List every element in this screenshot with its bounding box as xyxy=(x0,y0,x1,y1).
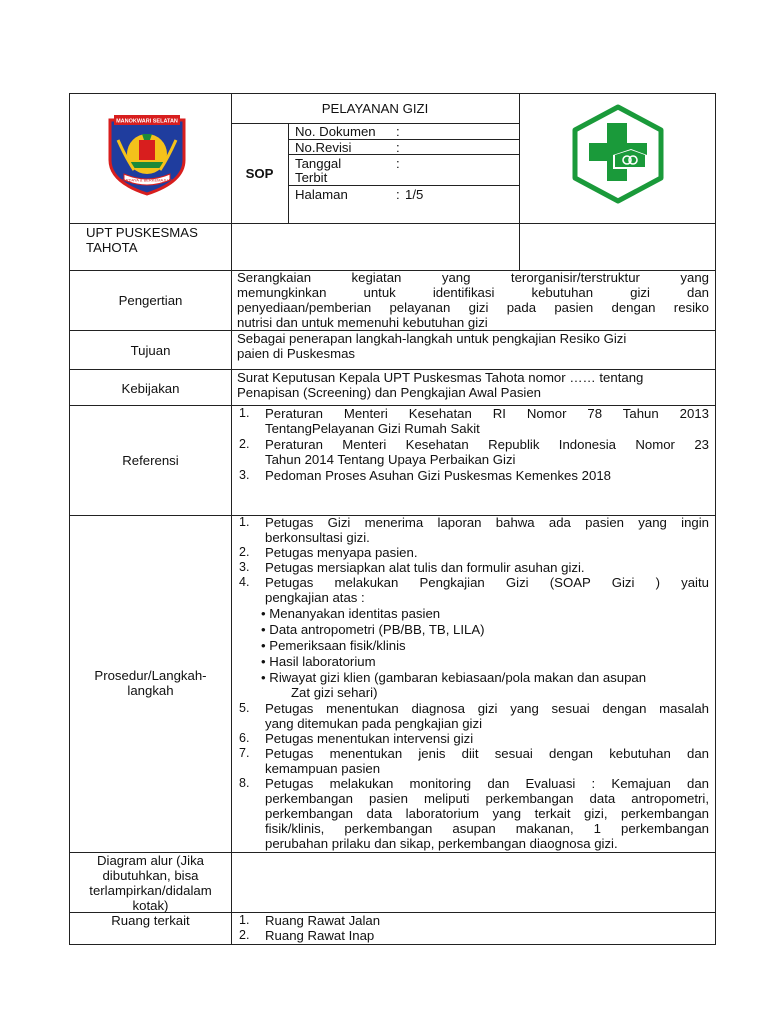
prosedur-label-line-1: Prosedur/Langkah- xyxy=(94,668,207,683)
diagram-label-line: terlampirkan/didalam xyxy=(89,883,212,898)
col-divider-label xyxy=(231,93,232,945)
emblem-motto-text: BERDAYA & BERKEMAJUAN xyxy=(120,177,174,183)
kebijakan-line: Penapisan (Screening) dan Pengkajian Awal Pasien xyxy=(237,385,542,400)
list-item xyxy=(239,913,709,928)
meta-page-label: Halaman xyxy=(295,187,348,202)
list-text: Petugas melakukan Pengkajian Gizi (SOAP Gizi ) yaitu xyxy=(265,575,709,590)
list-text: Petugas menentukan diagnosa gizi yang sesuai dengan masalah xyxy=(265,701,709,716)
list-text: kemampuan pasien xyxy=(265,761,381,776)
list-number: 4. xyxy=(239,575,250,589)
list-text: perkembangan data laboratorium yang terkait gizi, perkembangan xyxy=(265,806,709,821)
list-item xyxy=(239,560,709,575)
pengertian-line: Serangkaian kegiatan yang terorganisir/terstruktur yang xyxy=(237,270,709,285)
kebijakan-text xyxy=(237,370,709,400)
col-divider-sop xyxy=(288,123,289,223)
bullet-text xyxy=(261,654,709,669)
diagram-label-line: Diagram alur (Jika xyxy=(97,853,204,868)
bullet-text: Zat gizi sehari) xyxy=(291,685,378,700)
list-number: 3. xyxy=(239,468,250,482)
list-number: 6. xyxy=(239,731,250,745)
list-text: Petugas melakukan monitoring dan Evaluasi : Kemajuan dan xyxy=(265,776,709,791)
outer-border-top xyxy=(69,93,716,94)
row-divider-header xyxy=(69,223,716,224)
list-text: Petugas mersiapkan alat tulis dan formulir asuhan gizi. xyxy=(265,560,585,575)
kebijakan-line: Surat Keputusan Kepala UPT Puskesmas Tahota nomor …… tentang xyxy=(237,370,644,385)
bullet-text xyxy=(261,670,709,685)
list-item-cont xyxy=(239,821,709,836)
list-item xyxy=(239,406,709,421)
list-text: Ruang Rawat Inap xyxy=(265,928,375,943)
meta-doc-number-sep: : xyxy=(396,124,400,139)
bullet-item xyxy=(239,638,709,654)
tujuan-line: paien di Puskesmas xyxy=(237,346,356,361)
bullet-item xyxy=(239,670,709,685)
bullet-text xyxy=(261,638,709,653)
meta-date-label: Tanggal xyxy=(295,156,342,171)
list-item-cont xyxy=(239,761,709,776)
list-number: 3. xyxy=(239,560,250,574)
list-item-cont xyxy=(239,452,709,468)
list-item-cont xyxy=(239,421,709,437)
bullet-label: Hasil laboratorium xyxy=(269,654,376,669)
regency-emblem-logo xyxy=(104,110,190,196)
tujuan-label: Tujuan xyxy=(130,343,171,358)
col-divider-right-logo xyxy=(519,93,520,270)
list-number: 8. xyxy=(239,776,250,790)
list-item-cont xyxy=(239,806,709,821)
sop-label: SOP xyxy=(245,166,274,181)
meta-revision-label: No.Revisi xyxy=(295,140,352,155)
list-text: yang ditemukan pada pengkajian gizi xyxy=(265,716,483,731)
list-text: pengkajian atas : xyxy=(265,590,365,605)
puskesmas-cross-icon xyxy=(569,103,667,205)
bullet-dot: • xyxy=(261,638,266,653)
outer-border-bottom xyxy=(69,944,716,945)
kebijakan-label: Kebijakan xyxy=(121,381,180,396)
list-item-cont xyxy=(239,716,709,731)
list-text: Ruang Rawat Jalan xyxy=(265,913,381,928)
referensi-list xyxy=(239,406,709,483)
list-text: fisik/klinis, perkembangan asupan makanan, 1 perkembangan xyxy=(265,821,709,836)
bullet-text xyxy=(261,622,709,637)
pengertian-text xyxy=(237,270,709,330)
meta-doc-number-label: No. Dokumen xyxy=(295,124,376,139)
list-item xyxy=(239,515,709,530)
list-number: 1. xyxy=(239,913,250,927)
list-text: Peraturan Menteri Kesehatan RI Nomor 78 Tahun 2013 xyxy=(265,406,709,421)
list-text: Petugas menyapa pasien. xyxy=(265,545,418,560)
list-text: Petugas menentukan intervensi gizi xyxy=(265,731,474,746)
list-text: Petugas menentukan jenis diit sesuai dengan kebutuhan dan xyxy=(265,746,709,761)
meta-date-label-2: Terbit xyxy=(295,170,328,185)
list-number: 1. xyxy=(239,515,250,529)
list-text: berkonsultasi gizi. xyxy=(265,530,370,545)
list-number: 2. xyxy=(239,928,250,942)
diagram-label xyxy=(70,853,231,913)
emblem-banner-text: MANOKWARI SELATAN xyxy=(116,118,178,125)
list-text: Tahun 2014 Tentang Upaya Perbaikan Gizi xyxy=(265,452,516,467)
list-item-cont xyxy=(239,791,709,806)
outer-border-right xyxy=(715,93,716,945)
meta-date-sep: : xyxy=(396,156,400,171)
bullet-dot: • xyxy=(261,606,266,621)
list-item xyxy=(239,928,709,943)
bullet-label: Pemeriksaan fisik/klinis xyxy=(269,638,406,653)
list-text: TentangPelayanan Gizi Rumah Sakit xyxy=(265,421,480,436)
list-number: 7. xyxy=(239,746,250,760)
list-text: Petugas Gizi menerima laporan bahwa ada pasien yang ingin xyxy=(265,515,709,530)
org-name-line-1: UPT PUSKESMAS xyxy=(86,225,198,240)
list-item-cont xyxy=(239,530,709,545)
list-number: 1. xyxy=(239,406,250,420)
bullet-item xyxy=(239,622,709,638)
bullet-label: Riwayat gizi klien (gambaran kebiasaan/pola makan dan asupan xyxy=(269,670,647,685)
bullet-dot: • xyxy=(261,654,266,669)
sop-title: PELAYANAN GIZI xyxy=(321,101,429,116)
list-item-cont xyxy=(239,836,709,851)
list-text: perkembangan pasien meliputi perkembangan data antropometri, xyxy=(265,791,709,806)
outer-border-left xyxy=(69,93,70,945)
list-item xyxy=(239,776,709,791)
diagram-label-line: dibutuhkan, bisa xyxy=(102,868,199,883)
list-number: 2. xyxy=(239,545,250,559)
list-number: 2. xyxy=(239,437,250,451)
list-item xyxy=(239,468,709,483)
prosedur-list xyxy=(239,515,709,851)
list-item xyxy=(239,731,709,746)
ruang-list xyxy=(239,913,709,943)
pengertian-line: memungkinkan untuk identifikasi kebutuhan gizi dan xyxy=(237,285,709,300)
list-item xyxy=(239,575,709,590)
bullet-dot: • xyxy=(261,670,266,685)
list-item-cont xyxy=(239,590,709,606)
list-text: Pedoman Proses Asuhan Gizi Puskesmas Kemenkes 2018 xyxy=(265,468,611,483)
list-text: Peraturan Menteri Kesehatan Republik Indonesia Nomor 23 xyxy=(265,437,709,452)
bullet-text xyxy=(261,606,709,621)
pengertian-label: Pengertian xyxy=(118,293,183,308)
list-item xyxy=(239,437,709,452)
tujuan-line: Sebagai penerapan langkah-langkah untuk pengkajian Resiko Gizi xyxy=(237,331,627,346)
list-number: 5. xyxy=(239,701,250,715)
bullet-dot: • xyxy=(261,622,266,637)
list-text: perubahan prilaku dan sikap, perkembangan diaognosa gizi. xyxy=(265,836,618,851)
referensi-label: Referensi xyxy=(122,453,179,468)
bullet-item-cont xyxy=(239,685,709,701)
row-divider-meta-3 xyxy=(288,185,519,186)
list-item xyxy=(239,545,709,560)
tujuan-text xyxy=(237,331,709,361)
meta-page-value: 1/5 xyxy=(405,187,424,202)
org-name-line-2: TAHOTA xyxy=(86,240,138,255)
list-item xyxy=(239,746,709,761)
bullet-label: Menanyakan identitas pasien xyxy=(269,606,441,621)
diagram-label-line: kotak) xyxy=(132,898,169,913)
ruang-label: Ruang terkait xyxy=(111,913,190,928)
pengertian-line: penyediaan/pemberian pelayanan gizi pada pasien dengan resiko xyxy=(237,300,709,315)
puskesmas-logo xyxy=(569,103,667,205)
meta-page-sep: : xyxy=(396,187,400,202)
regency-emblem-icon xyxy=(104,110,190,196)
bullet-item xyxy=(239,654,709,670)
list-item xyxy=(239,701,709,716)
prosedur-label-line-2: langkah xyxy=(127,683,174,698)
pengertian-line: nutrisi dan untuk memenuhi kebutuhan gizi xyxy=(237,315,488,330)
bullet-label: Data antropometri (PB/BB, TB, LILA) xyxy=(269,622,485,637)
meta-revision-sep: : xyxy=(396,140,400,155)
bullet-item xyxy=(239,606,709,622)
